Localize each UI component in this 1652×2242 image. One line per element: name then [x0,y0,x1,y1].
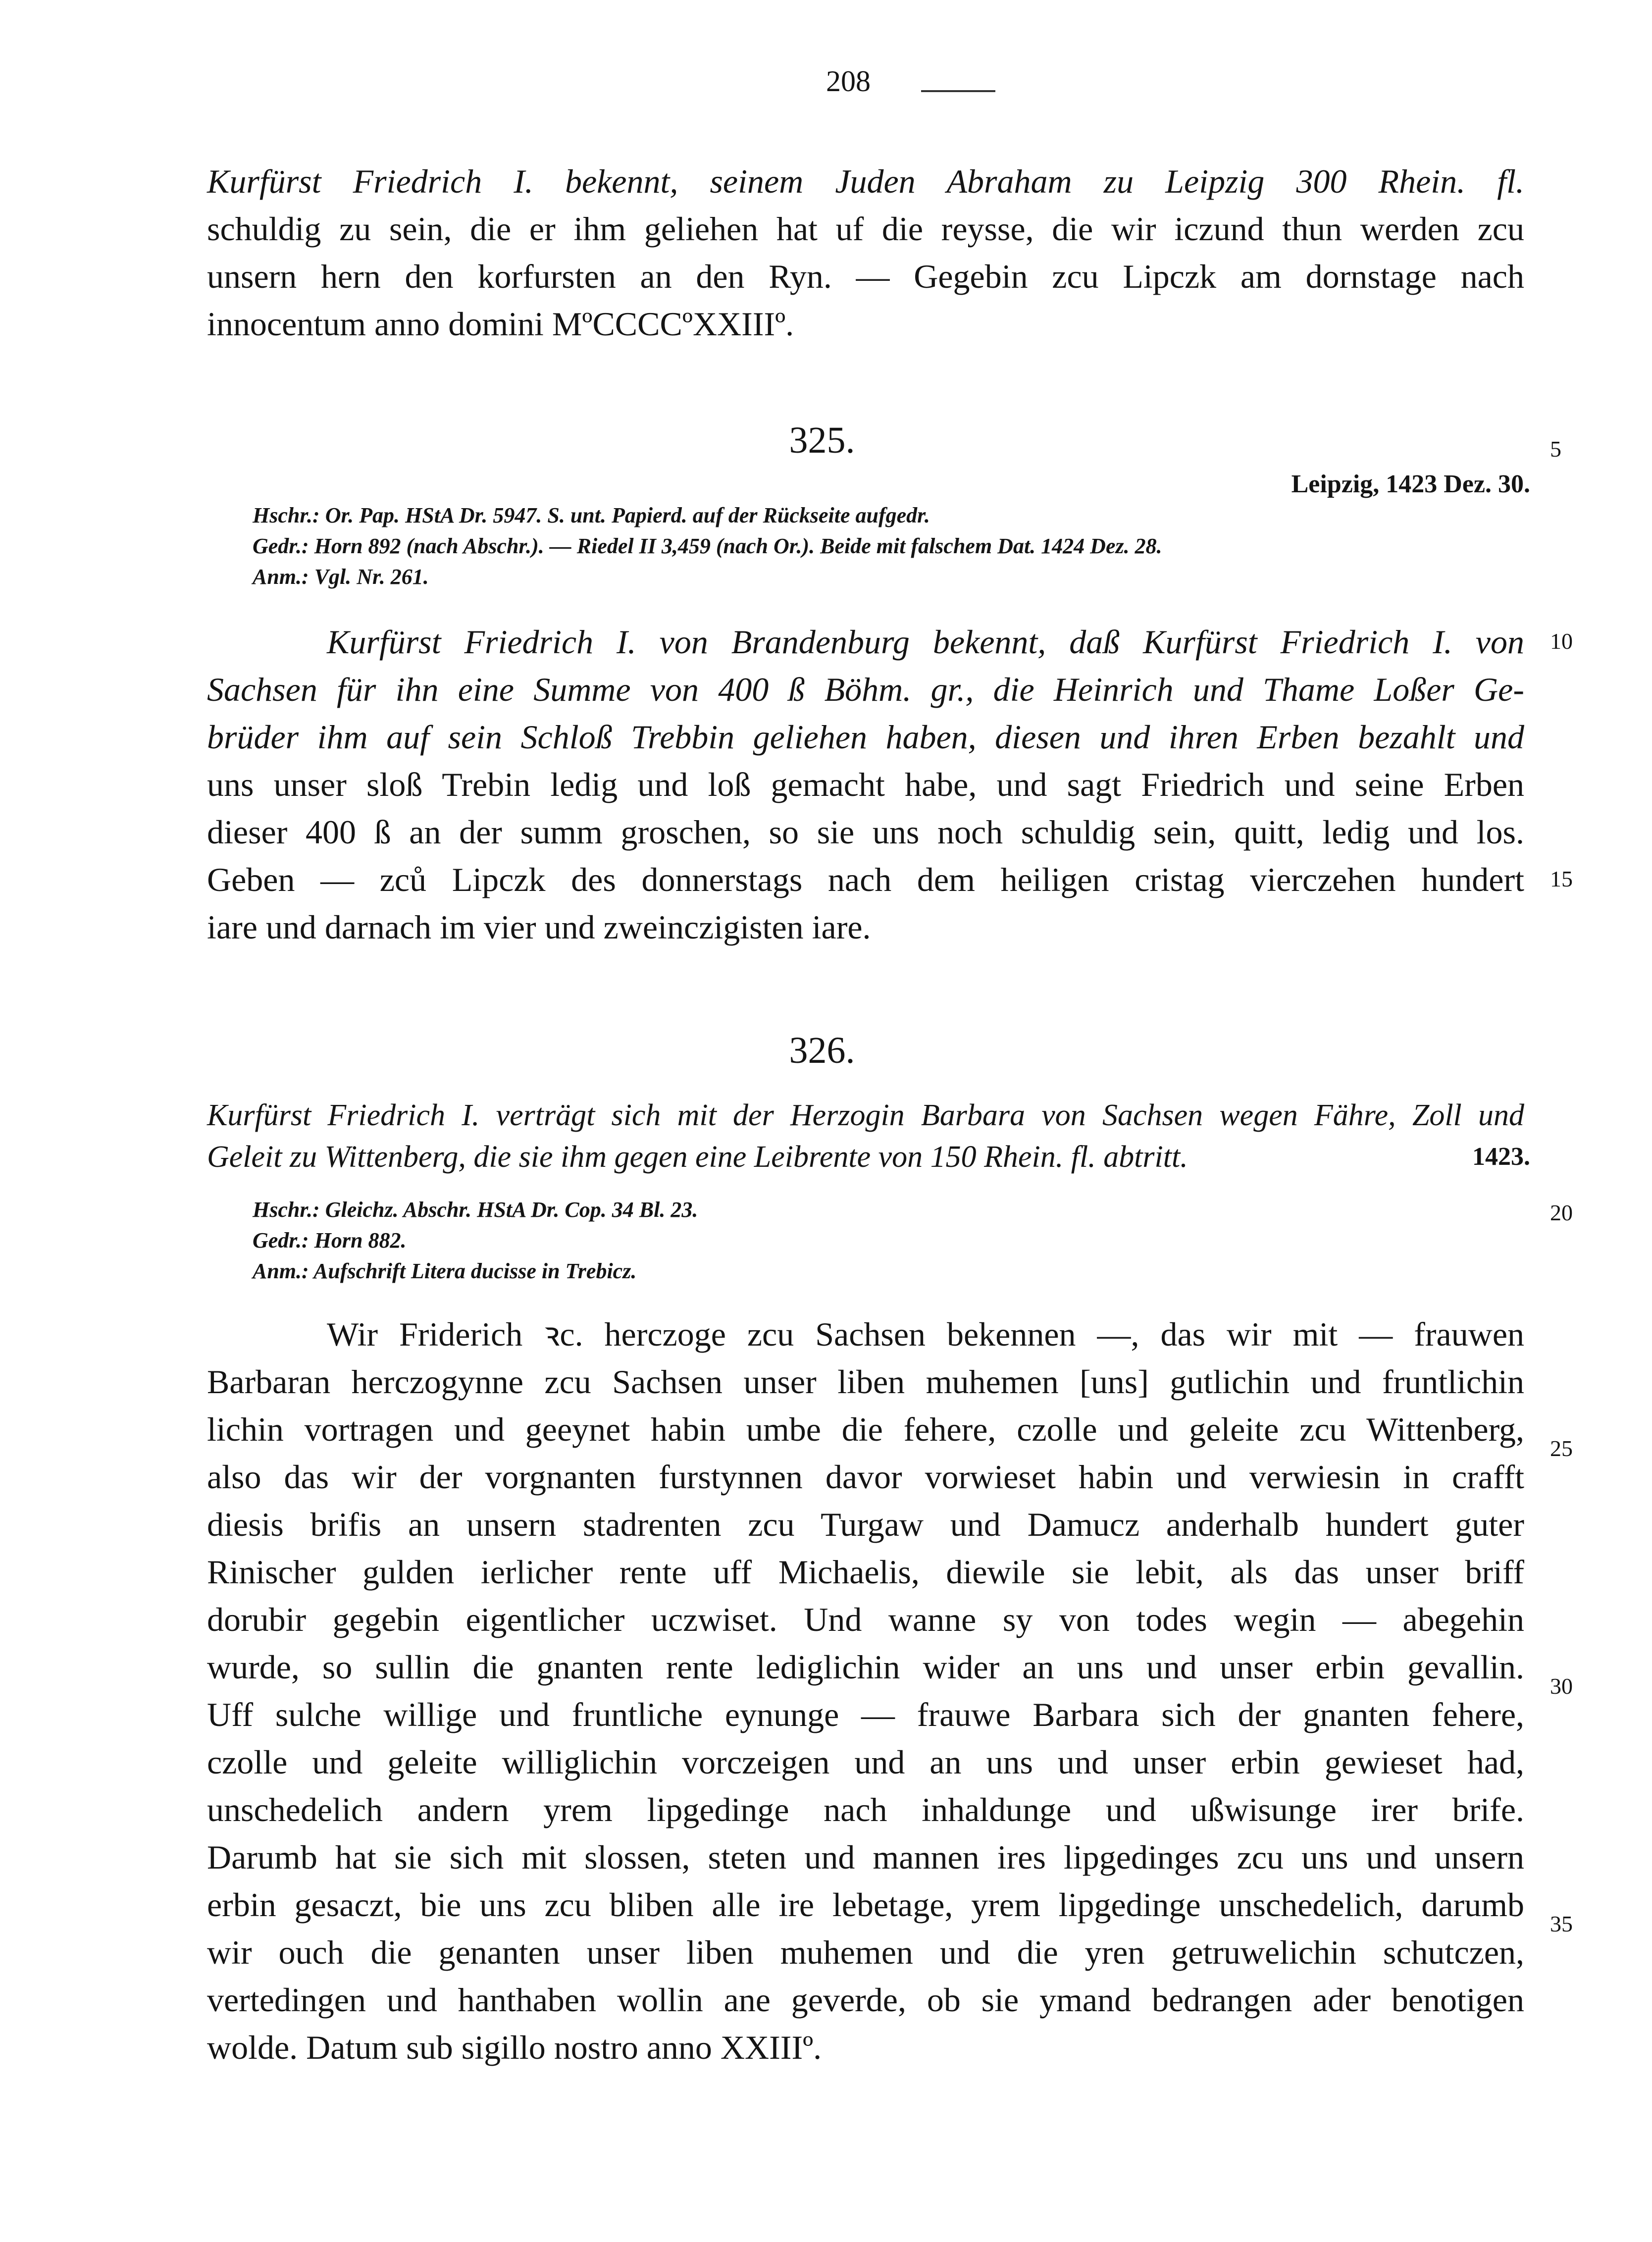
note-line: Hschr.: Or. Pap. HStA Dr. 5947. S. unt. Papierd. auf der Rückseite aufgedr. [253,503,930,527]
text-line: czolle und geleite williglichin vorczeigen und an uns und unser erbin gewieset had, [207,1743,1524,1781]
header-rule [921,90,995,92]
intro-line: innocentum anno domini MºCCCCºXXIIIº. [207,305,794,343]
line-number: 25 [1550,1436,1573,1461]
document-number: 326. [789,1030,855,1071]
text-line: brüder ihm auf sein Schloß Trebbin geliehen haben, diesen und ihren Erben bezahlt und [207,718,1524,756]
regest-line: Kurfürst Friedrich I. verträgt sich mit der Herzogin Barbara von Sachsen wegen Fähre, Zoll und [207,1098,1524,1132]
intro-line: schuldig zu sein, die er ihm geliehen hat uf die reysse, die wir iczund thun werden zcu [207,210,1524,248]
document-date: 1423. [1472,1143,1530,1171]
text-line: Uff sulche willige und fruntliche eynunge — frauwe Barbara sich der gnanten fehere, [207,1696,1524,1733]
regest-line: Geleit zu Wittenberg, die sie ihm gegen eine Leibrente von 150 Rhein. fl. abtritt. [207,1140,1188,1174]
text-line: diesis brifis an unsern stadrenten zcu Turgaw und Damucz anderhalb hundert guter [207,1506,1524,1543]
text-line: Rinischer gulden ierlicher rente uff Michaelis, diewile sie lebit, als das unser briff [207,1553,1524,1591]
line-number: 5 [1550,436,1561,462]
intro-line: unsern hern den korfursten an den Ryn. — Gegebin zcu Lipczk am dornstage nach [207,258,1524,295]
text-line: uns unser sloß Trebin ledig und loß gemacht habe, und sagt Friedrich und seine Erben [207,766,1524,803]
note-line: Anm.: Aufschrift Litera ducisse in Trebicz. [253,1259,637,1283]
intro-line: Kurfürst Friedrich I. bekennt, seinem Juden Abraham zu Leipzig 300 Rhein. fl. [207,162,1524,200]
text-line: lichin vortragen und geeynet habin umbe die fehere, czolle und geleite zcu Wittenberg, [207,1410,1524,1448]
text-line: vertedingen und hanthaben wollin ane geverde, ob sie ymand bedrangen ader benotigen [207,1981,1524,2019]
text-line: erbin gesaczt, bie uns zcu bliben alle ire lebetage, yrem lipgedinge unschedelich, darumb [207,1886,1524,1924]
text-line: dorubir gegebin eigentlicher uczwiset. Und wanne sy von todes wegin — abegehin [207,1601,1524,1638]
text-line: Geben — zců Lipczk des donnerstags nach dem heiligen cristag vierczehen hundert [207,861,1524,898]
note-line: Anm.: Vgl. Nr. 261. [253,565,429,589]
line-number: 15 [1550,866,1573,891]
text-line: Wir Friderich ꝛc. herczoge zcu Sachsen bekennen —, das wir mit — frauwen [327,1315,1524,1353]
line-number: 30 [1550,1673,1573,1699]
line-number: 20 [1550,1200,1573,1225]
page-number: 208 [826,65,871,98]
line-number: 35 [1550,1911,1573,1936]
text-line: Kurfürst Friedrich I. von Brandenburg bekennt, daß Kurfürst Friedrich I. von [327,623,1524,661]
text-line: wir ouch die genanten unser liben muhemen und die yren getruwelichin schutczen, [207,1933,1524,1971]
text-line: also das wir der vorgnanten furstynnen davor vorwieset habin und verwiesin in crafft [207,1458,1524,1496]
text-line: Barbaran herczogynne zcu Sachsen unser liben muhemen [uns] gutlichin und fruntlichin [207,1363,1524,1401]
text-line: Sachsen für ihn eine Summe von 400 ß Böhm. gr., die Heinrich und Thame Loßer Ge- [207,671,1524,708]
note-line: Hschr.: Gleichz. Abschr. HStA Dr. Cop. 34 Bl. 23. [253,1198,698,1222]
line-number: 10 [1550,628,1573,654]
text-line: iare und darnach im vier und zweinczigisten iare. [207,908,871,946]
text-line: wurde, so sullin die gnanten rente lediglichin wider an uns und unser erbin gevallin. [207,1648,1524,1686]
text-line: unschedelich andern yrem lipgedinge nach inhaldunge und ußwisunge irer brife. [207,1791,1524,1828]
text-line: wolde. Datum sub sigillo nostro anno XXIIIº. [207,2029,822,2066]
text-line: dieser 400 ß an der summ groschen, so sie uns noch schuldig sein, quitt, ledig und los. [207,813,1524,851]
place-date: Leipzig, 1423 Dez. 30. [1291,470,1530,498]
text-line: Darumb hat sie sich mit slossen, steten und mannen ires lipgedinges zcu uns und unsern [207,1838,1524,1876]
document-number: 325. [789,419,855,461]
note-line: Gedr.: Horn 882. [253,1228,407,1252]
note-line: Gedr.: Horn 892 (nach Abschr.). — Riedel II 3,459 (nach Or.). Beide mit falschem Dat. 1424 Dez. 28. [253,534,1162,558]
